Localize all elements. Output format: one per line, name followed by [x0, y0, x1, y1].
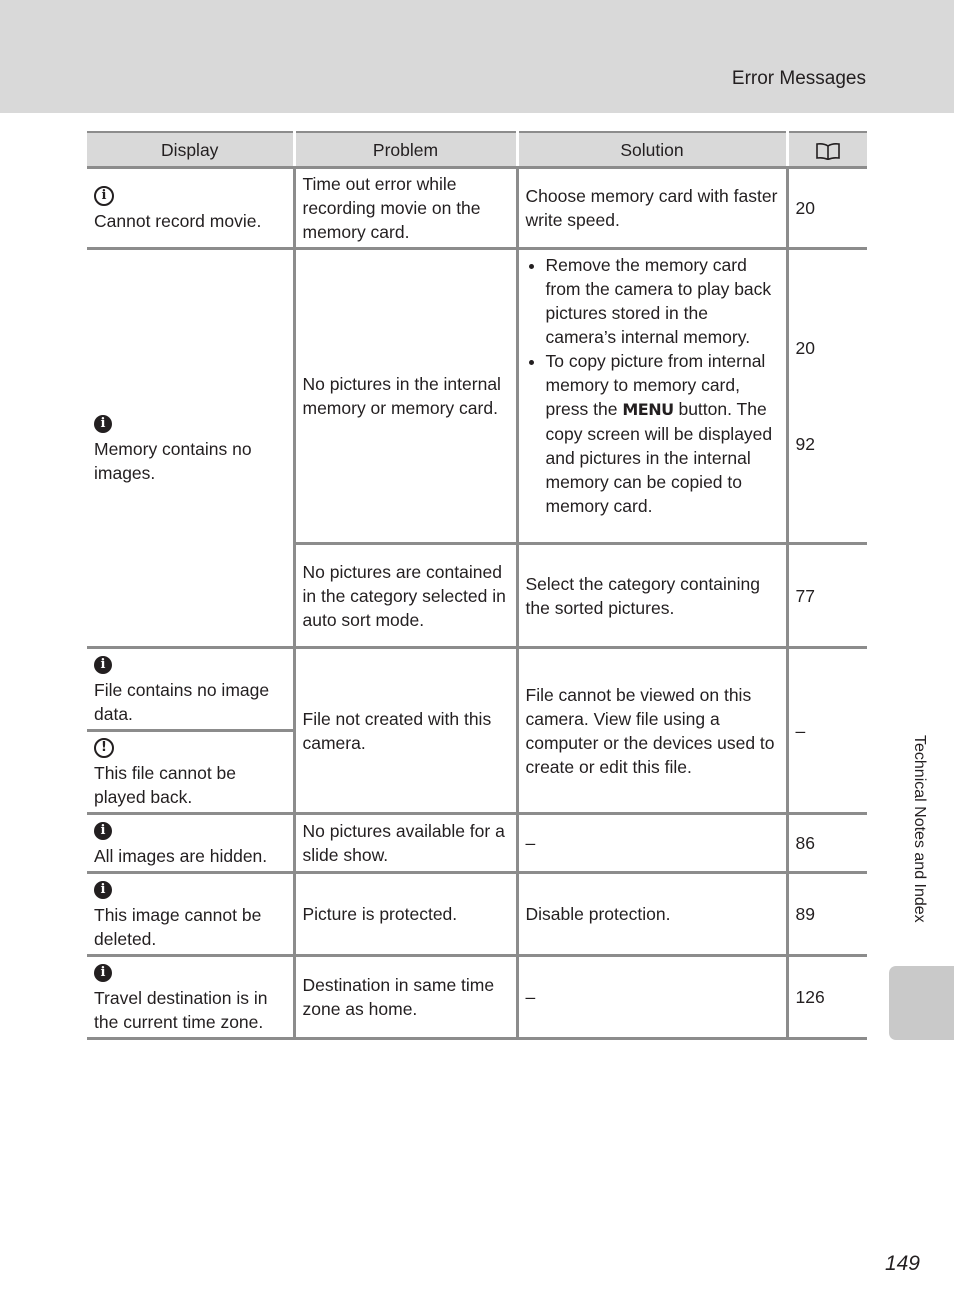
display-cell	[87, 648, 294, 731]
problem-cell: Picture is protected.	[294, 873, 517, 956]
page-ref-cell: –	[787, 648, 867, 814]
header-band	[0, 0, 954, 113]
problem-cell: Destination in same time zone as home.	[294, 956, 517, 1039]
solution-text: button. The copy screen will be displayed and pictures in the internal memory can be copied to memory card.	[545, 399, 773, 516]
display-text: Travel destination is in the current time zone.	[94, 988, 268, 1032]
table-row	[87, 249, 867, 544]
page-ref-cell	[787, 249, 867, 544]
warning-icon: !	[94, 738, 114, 758]
problem-cell: No pictures available for a slide show.	[294, 814, 517, 873]
display-cell	[87, 168, 294, 249]
table-row	[87, 814, 867, 873]
display-text: This image cannot be deleted.	[94, 905, 262, 949]
info-icon: i	[94, 186, 114, 206]
page-ref-cell: 89	[787, 873, 867, 956]
solution-cell: Choose memory card with faster write speed.	[517, 168, 787, 249]
page-ref: 92	[795, 434, 815, 454]
page-header-title: Error Messages	[731, 68, 866, 89]
solution-list	[526, 253, 780, 518]
book-icon	[815, 142, 841, 160]
solution-cell: –	[517, 956, 787, 1039]
menu-button-label: MENU	[622, 400, 674, 419]
solution-list-item: • Remove the memory card from the camera to play back pictures stored in the camera’s internal memory.	[546, 253, 780, 349]
info-icon: i	[94, 415, 112, 433]
table-row	[87, 168, 867, 249]
display-cell	[87, 814, 294, 873]
table-header-row	[87, 132, 867, 168]
solution-list-item	[546, 349, 780, 518]
solution-cell: Disable protection.	[517, 873, 787, 956]
page-ref-cell: 20	[787, 168, 867, 249]
page-ref-cell: 77	[787, 544, 867, 648]
problem-cell: No pictures are contained in the category selected in auto sort mode.	[294, 544, 517, 648]
display-cell	[87, 731, 294, 814]
problem-cell: File not created with this camera.	[294, 648, 517, 814]
info-icon: i	[94, 881, 112, 899]
table-row	[87, 648, 867, 731]
display-cell	[87, 956, 294, 1039]
solution-cell: File cannot be viewed on this camera. View file using a computer or the devices used to create or edit this file.	[517, 648, 787, 814]
problem-cell: Time out error while recording movie on the memory card.	[294, 168, 517, 249]
display-text: Cannot record movie.	[94, 211, 262, 231]
info-icon: i	[94, 822, 112, 840]
section-thumb-tab	[889, 966, 954, 1040]
solution-cell	[517, 249, 787, 544]
section-side-label: Technical Notes and Index	[911, 735, 928, 923]
display-cell	[87, 873, 294, 956]
page-number: 149	[884, 1252, 920, 1275]
table-row	[87, 873, 867, 956]
column-header-problem: Problem	[294, 132, 517, 168]
display-text: This file cannot be played back.	[94, 763, 237, 807]
display-text: Memory contains no images.	[94, 439, 252, 483]
solution-cell: –	[517, 814, 787, 873]
column-header-solution: Solution	[517, 132, 787, 168]
table-row	[87, 956, 867, 1039]
problem-cell: No pictures in the internal memory or memory card.	[294, 249, 517, 544]
info-icon: i	[94, 964, 112, 982]
page-ref-cell: 126	[787, 956, 867, 1039]
page-ref-cell: 86	[787, 814, 867, 873]
solution-text: To copy picture from internal memory to memory card, press the	[545, 351, 766, 419]
solution-cell: Select the category containing the sorted pictures.	[517, 544, 787, 648]
page-ref: 20	[795, 338, 815, 358]
error-messages-table	[87, 131, 867, 1040]
display-text: All images are hidden.	[94, 846, 268, 866]
column-header-display: Display	[87, 132, 294, 168]
display-cell	[87, 249, 294, 648]
info-icon: i	[94, 656, 112, 674]
display-text: File contains no image data.	[94, 680, 270, 724]
column-header-reference	[787, 132, 867, 168]
